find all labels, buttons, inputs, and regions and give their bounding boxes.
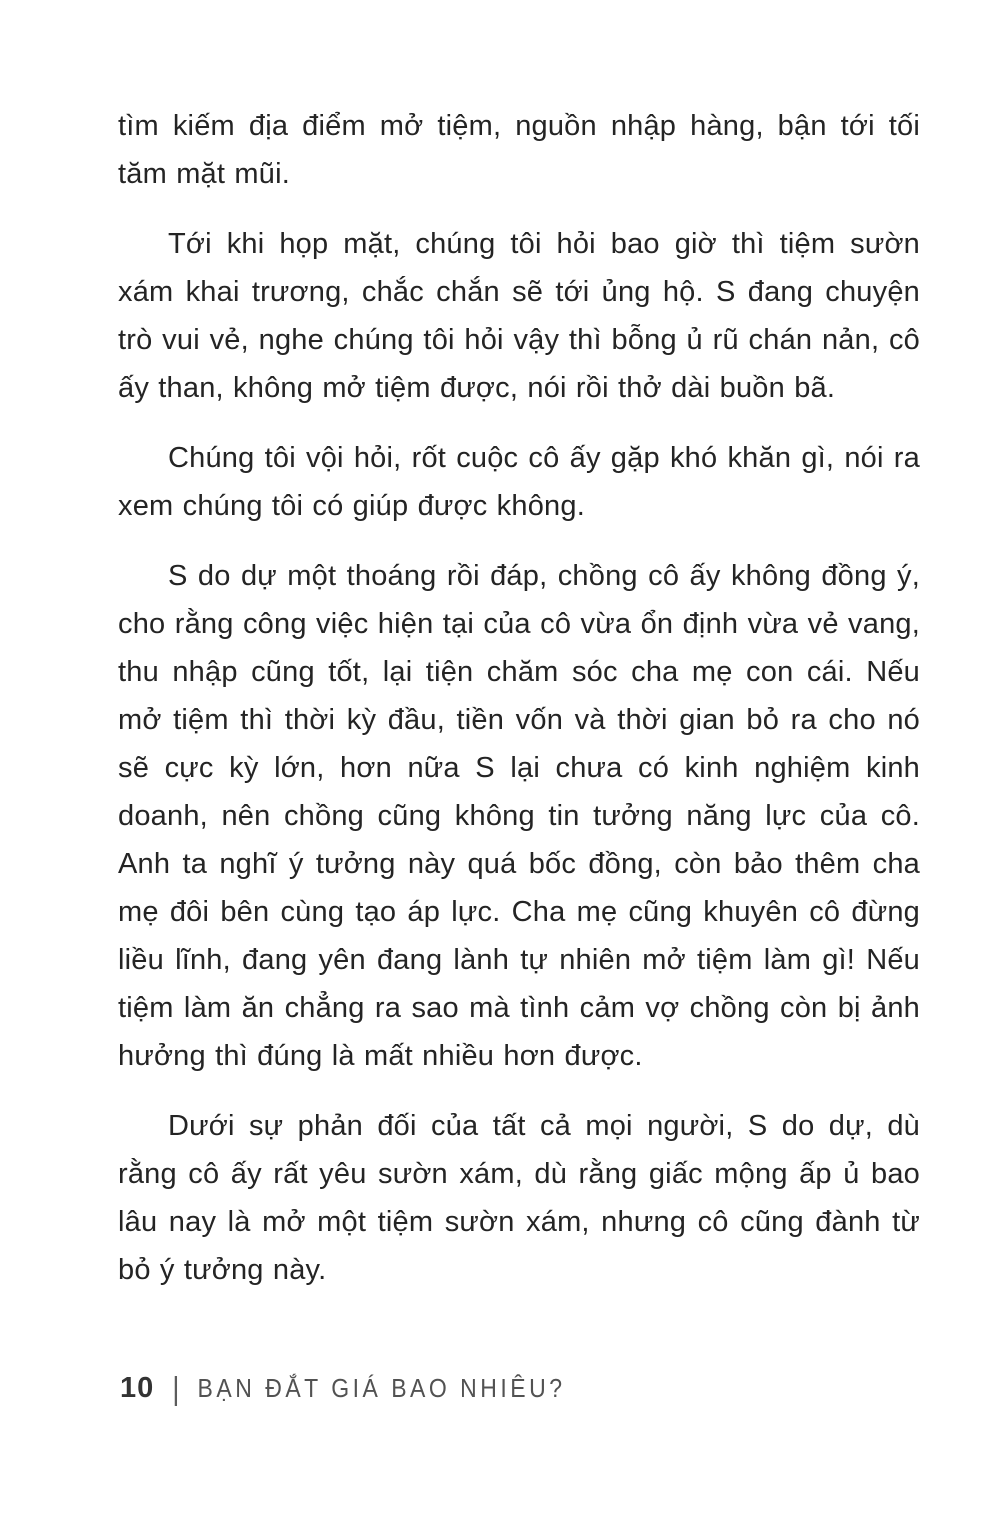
paragraph: S do dự một thoáng rồi đáp, chồng cô ấy không đồng ý, cho rằng công việc hiện tại của cô vừa ổn định vừa vẻ vang, thu nhập cũng tốt, lại tiện chăm sóc cha mẹ con cái. Nếu mở tiệm thì thời kỳ đầu, tiền vốn và thời gian bỏ ra cho nó sẽ cực kỳ lớn, hơn nữa S lại chưa có kinh nghiệm kinh doanh, nên chồng cũng không tin tưởng năng lực của cô. Anh ta nghĩ ý tưởng này quá bốc đồng, còn bảo thêm cha mẹ đôi bên cùng tạo áp lực. Cha mẹ cũng khuyên cô đừng liều lĩnh, đang yên đang lành tự nhiên mở tiệm làm gì! Nếu tiệm làm ăn chẳng ra sao mà tình cảm vợ chồng còn bị ảnh hưởng thì đúng là mất nhiều hơn được. [118, 560, 920, 1072]
book-title: BẠN ĐẮT GIÁ BAO NHIÊU? [197, 1373, 566, 1403]
paragraph: Dưới sự phản đối của tất cả mọi người, S do dự, dù rằng cô ấy rất yêu sườn xám, dù rằng giấc mộng ấp ủ bao lâu nay là mở một tiệm sườn xám, nhưng cô cũng đành từ bỏ ý tưởng này. [118, 1110, 920, 1286]
body-text-block [118, 102, 920, 1316]
footer-separator-bar: | [172, 1370, 180, 1406]
paragraph: Chúng tôi vội hỏi, rốt cuộc cô ấy gặp khó khăn gì, nói ra xem chúng tôi có giúp được không. [118, 442, 920, 522]
page-number: 10 [120, 1372, 155, 1404]
paragraph: Tới khi họp mặt, chúng tôi hỏi bao giờ thì tiệm sườn xám khai trương, chắc chắn sẽ tới ủng hộ. S đang chuyện trò vui vẻ, nghe chúng tôi hỏi vậy thì bỗng ủ rũ chán nản, cô ấy than, không mở tiệm được, nói rồi thở dài buồn bã. [118, 228, 920, 404]
page-footer [120, 1372, 566, 1405]
paragraph-continuation: tìm kiếm địa điểm mở tiệm, nguồn nhập hàng, bận tới tối tăm mặt mũi. [118, 110, 920, 190]
